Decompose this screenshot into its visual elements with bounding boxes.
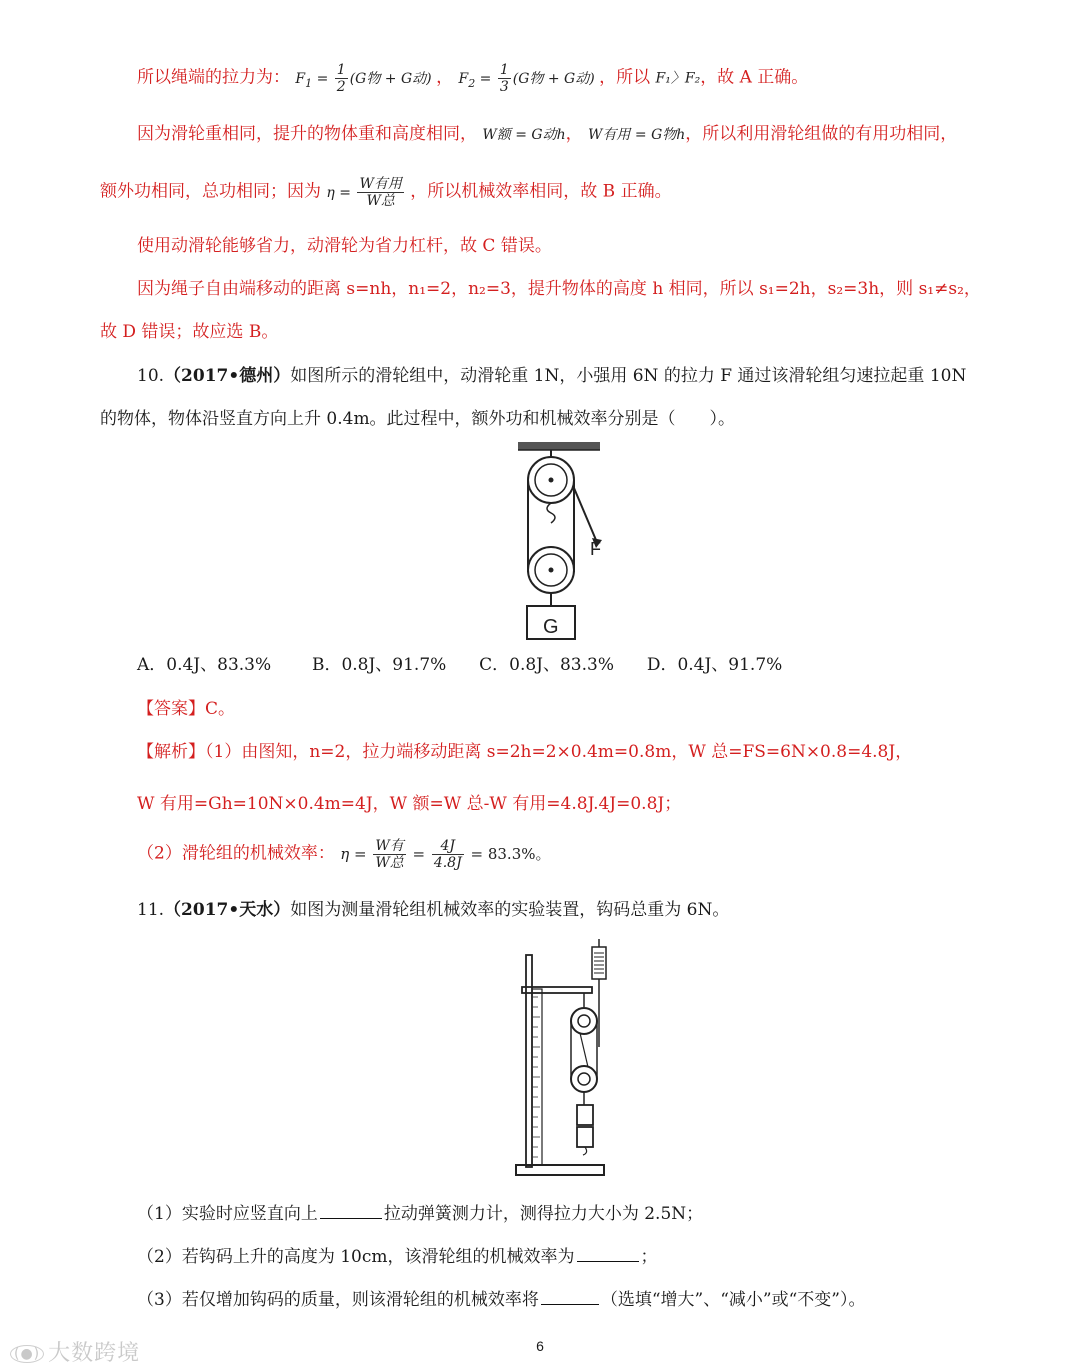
question-11-line <box>137 898 729 922</box>
eq-sub: 2 <box>468 76 476 90</box>
question-text: 如图为测量滑轮组机械效率的实验装置，钩码总重为 6N。 <box>290 900 730 920</box>
solution-line-4: 使用动滑轮能够省力，动滑轮为省力杠杆，故 C 错误。 <box>137 236 552 256</box>
options-row <box>137 653 782 677</box>
spring-scale <box>592 947 606 979</box>
sub-question-text: （2）若钩码上升的高度为 10cm，该滑轮组的机械效率为 <box>137 1247 575 1267</box>
fraction <box>498 62 511 95</box>
solution-line-3 <box>100 176 672 209</box>
solution-line-2: 因为滑轮重相同，提升的物体重和高度相同， W额 = G动h， W有用 = G物h，所以利用滑轮组做的有用功相同， <box>137 124 958 144</box>
analysis-tag: 【解析】 <box>137 742 205 762</box>
sub-question-text: （3）若仅增加钩码的质量，则该滑轮组的机械效率将 <box>137 1290 539 1310</box>
answer-value: C。 <box>205 699 236 719</box>
solution-line-5: 因为绳子自由端移动的距离 s=nh，n₁=2，n₂=3，提升物体的高度 h 相同，所以 s₁=2h，s₂=3h，则 s₁≠s₂， <box>137 279 981 299</box>
frac-num: 1 <box>499 62 509 78</box>
eq-paren: (G物 + G动) <box>349 70 432 87</box>
sub-question-1 <box>137 1200 703 1226</box>
equation-f1: $F_1$ = $\frac{1}{2}$ (G物 + G动) <box>295 62 432 95</box>
solution-line-6: 故 D 错误；故应选 B。 <box>100 322 279 342</box>
equation-eta: η = $\frac{\text{W有用}}{\text{W总}}$ <box>326 176 402 209</box>
frac-den: W总 <box>375 855 404 871</box>
frac-num: 1 <box>336 62 346 78</box>
eq-paren: (G物 + G动) <box>512 70 595 87</box>
sub-question-3 <box>137 1286 865 1312</box>
sub-question-text: 拉动弹簧测力计，测得拉力大小为 2.5N； <box>383 1204 704 1224</box>
answer-blank-2[interactable] <box>577 1243 639 1262</box>
movable-pulley <box>571 1066 597 1092</box>
efficiency-equation: η = $\frac{\text{W有}}{\text{W总}}$ = $\frac{4J}{4.8J}$ = 83.3%。 <box>340 838 551 871</box>
equation-compare: F₁〉F₂ <box>655 70 701 87</box>
eq-result: = 83.3%。 <box>470 844 551 863</box>
frac-num: W有 <box>375 838 404 854</box>
force-label: F <box>590 539 601 559</box>
text: 额外功相同，总功相同；因为 <box>100 181 321 202</box>
analysis-text: （2）滑轮组的机械效率： <box>137 843 335 864</box>
sub-question-text: （1）实验时应竖直向上 <box>137 1204 318 1224</box>
question-number: 10. <box>137 366 165 386</box>
question-10-line-1 <box>137 364 966 388</box>
text: ，所以机械效率相同，故 B 正确。 <box>410 181 672 202</box>
sub-question-2 <box>137 1243 658 1269</box>
analysis-line-1 <box>137 740 912 764</box>
rope-free-end <box>574 488 596 540</box>
hook-weight <box>577 1105 593 1125</box>
page-number: 6 <box>536 1338 544 1354</box>
option-b[interactable]: B．0.8J、91.7% <box>311 655 447 675</box>
sub-question-text: （选填“增大”、“减小”或“不变”）。 <box>600 1290 866 1310</box>
analysis-line-2: W 有用=Gh=10N×0.4m=4J，W 额=W 总-W 有用=4.8J.4J=0.8J； <box>137 794 682 814</box>
eq-sub: 1 <box>305 76 313 90</box>
text: ，故 A 正确。 <box>700 67 809 88</box>
frac-den: 3 <box>499 79 509 95</box>
frac-den: 2 <box>336 79 346 95</box>
answer-line <box>137 697 235 721</box>
analysis-line-3 <box>137 838 551 871</box>
answer-blank-1[interactable] <box>320 1200 382 1219</box>
answer-blank-3[interactable] <box>541 1286 599 1305</box>
ceiling <box>518 442 600 450</box>
text: ，所以利用滑轮组做的有用功相同， <box>685 124 958 144</box>
option-d[interactable]: D．0.4J、91.7% <box>646 655 783 675</box>
pulley-figure <box>510 440 610 645</box>
question-source: （2017•天水） <box>164 900 291 920</box>
equation-w-useful: W有用 = G物h <box>588 127 686 143</box>
sub-question-text: ； <box>640 1247 658 1267</box>
frac-den: 4.8J <box>433 855 462 871</box>
solution-line-1: 所以绳端的拉力为： $F_1$ = $\frac{1}{2}$ (G物 + G动) ， $F_2$ = $\frac{1}{3}$ (G物 + G动) ，所以 F₁〉F₂，故 A 正确。 <box>137 62 809 95</box>
frac-den: W总 <box>366 193 395 209</box>
watermark-logo-icon: (●) <box>10 1345 44 1363</box>
fixed-pulley <box>571 1008 597 1034</box>
analysis-text: （1）由图知，n=2，拉力端移动距离 s=2h=2×0.4m=0.8m，W 总=FS=6N×0.8=4.8J， <box>205 742 913 762</box>
question-source: （2017•德州） <box>164 366 291 386</box>
frac-num: W有用 <box>359 176 402 192</box>
option-a[interactable]: A．0.4J、83.3% <box>137 655 272 675</box>
equation-f2: $F_2$ = $\frac{1}{3}$ (G物 + G动) <box>458 62 595 95</box>
question-number: 11. <box>137 900 165 920</box>
weight-label: G <box>543 616 559 638</box>
eq-symbol: F <box>295 70 306 87</box>
option-c[interactable]: C．0.8J、83.3% <box>479 655 614 675</box>
frac-num: 4J <box>432 838 464 855</box>
fraction <box>357 176 403 209</box>
fraction <box>335 62 348 95</box>
answer-tag: 【答案】 <box>137 699 205 719</box>
hook-weight <box>577 1127 593 1147</box>
fraction <box>373 838 405 871</box>
equation-w-extra: W额 = G动h <box>482 127 566 143</box>
apparatus-figure <box>514 937 624 1182</box>
text: 所以绳端的拉力为： <box>137 67 290 88</box>
question-text: 如图所示的滑轮组中，动滑轮重 1N，小强用 6N 的拉力 F 通过该滑轮组匀速拉起重 10N <box>290 366 967 386</box>
text: 因为滑轮重相同，提升的物体重和高度相同， <box>137 124 477 144</box>
watermark-text: 大数跨境 <box>48 1341 141 1366</box>
question-10-line-2: 的物体，物体沿竖直方向上升 0.4m。此过程中，额外功和机械效率分别是（ ）。 <box>100 409 736 429</box>
text: ，所以 <box>599 67 651 88</box>
fraction <box>432 838 464 871</box>
